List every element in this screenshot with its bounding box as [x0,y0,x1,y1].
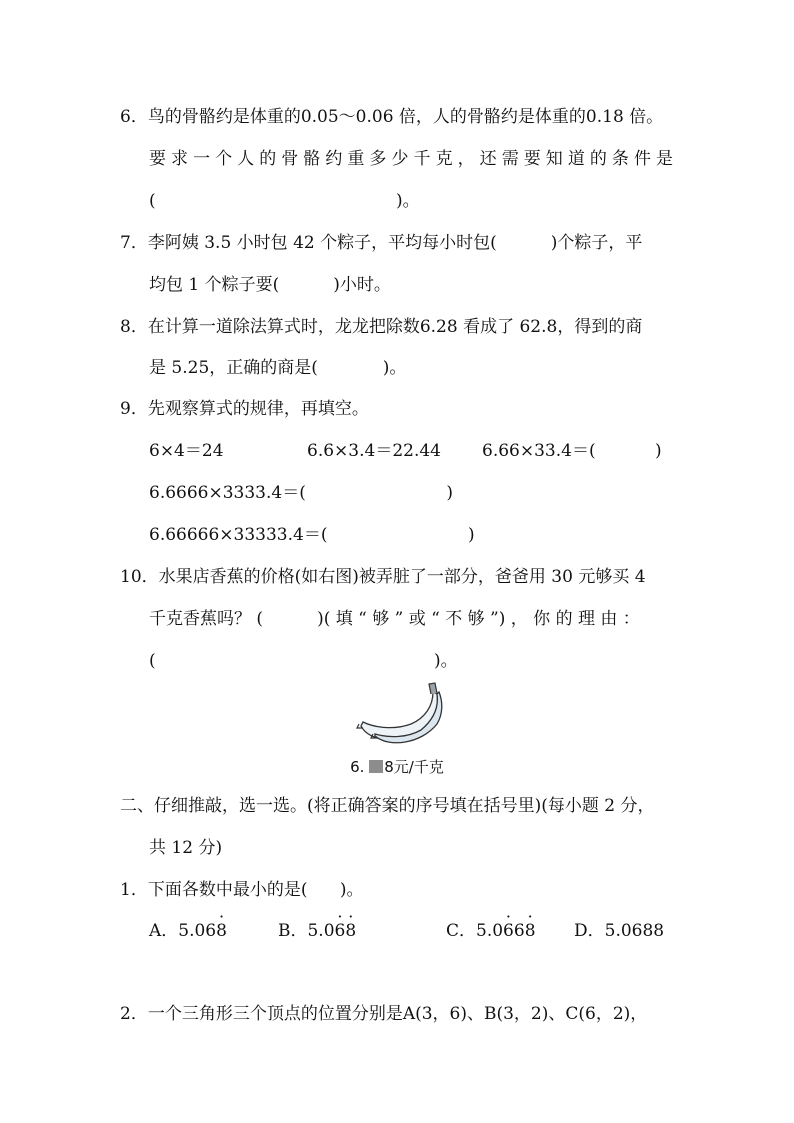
section2-heading: 二、仔细推敲，选一选。(将正确答案的序号填在括号里)(每小题 2 分， [120,796,655,816]
q9-eq1: 6×4＝24 [149,441,224,461]
section2-heading-cont: 共 12 分) [149,838,223,858]
price-tag [0,756,794,777]
q8-line2: 是 5.25，正确的商是( )。 [149,358,407,378]
q10-line2: 千克香蕉吗？ ( )( 填 “ 够 ” 或 “ 不 够 ”) ， 你 的 理 由 ： [149,609,640,629]
q6-blank-open: ( [149,191,156,211]
price-prefix: 6. [350,758,365,776]
q10-blank-open: ( [149,651,156,671]
option-c: C．5.0· 66· 8 [446,920,536,942]
s2q1-stem: 1．下面各数中最小的是( )。 [120,880,364,900]
q10-blank-close: )。 [434,651,458,671]
q7-line1: 7．李阿姨 3.5 小时包 42 个粽子，平均每小时包( )个粽子，平 [120,233,643,253]
q6-line2: 要求一个人的骨骼约重多少千克，还需要知道的条件是 [149,149,673,169]
option-a: A．5.06· 8 [149,920,227,942]
q9-eq3: 6.66×33.4＝( ) [482,441,662,461]
q9-eq4: 6.6666×3333.4＝( ) [149,483,453,503]
price-suffix: 8元/千克 [384,758,444,776]
q6-line1: 6．鸟的骨骼约是体重的0.05～0.06 倍，人的骨骼约是体重的0.18 倍。 [120,107,664,127]
q7-line2: 均包 1 个粽子要( )小时。 [149,275,391,295]
s2q2-line1: 2．一个三角形三个顶点的位置分别是A(3，6)、B(3，2)、C(6，2)， [120,1004,648,1024]
banana-icon [355,680,445,754]
option-b: B．5.0· 6· 8 [278,920,356,942]
q6-blank-close: )。 [396,191,420,211]
q9-line1: 9．先观察算式的规律，再填空。 [120,399,369,419]
smudge-mark [369,760,383,773]
q10-line1: 10．水果店香蕉的价格(如右图)被弄脏了一部分，爸爸用 30 元够买 4 [120,567,646,587]
option-d: D．5.0688 [574,921,665,941]
q9-eq5: 6.66666×33333.4＝( ) [149,525,475,545]
q9-eq2: 6.6×3.4＝22.44 [307,441,441,461]
q8-line1: 8．在计算一道除法算式时，龙龙把除数6.28 看成了 62.8，得到的商 [120,317,643,337]
